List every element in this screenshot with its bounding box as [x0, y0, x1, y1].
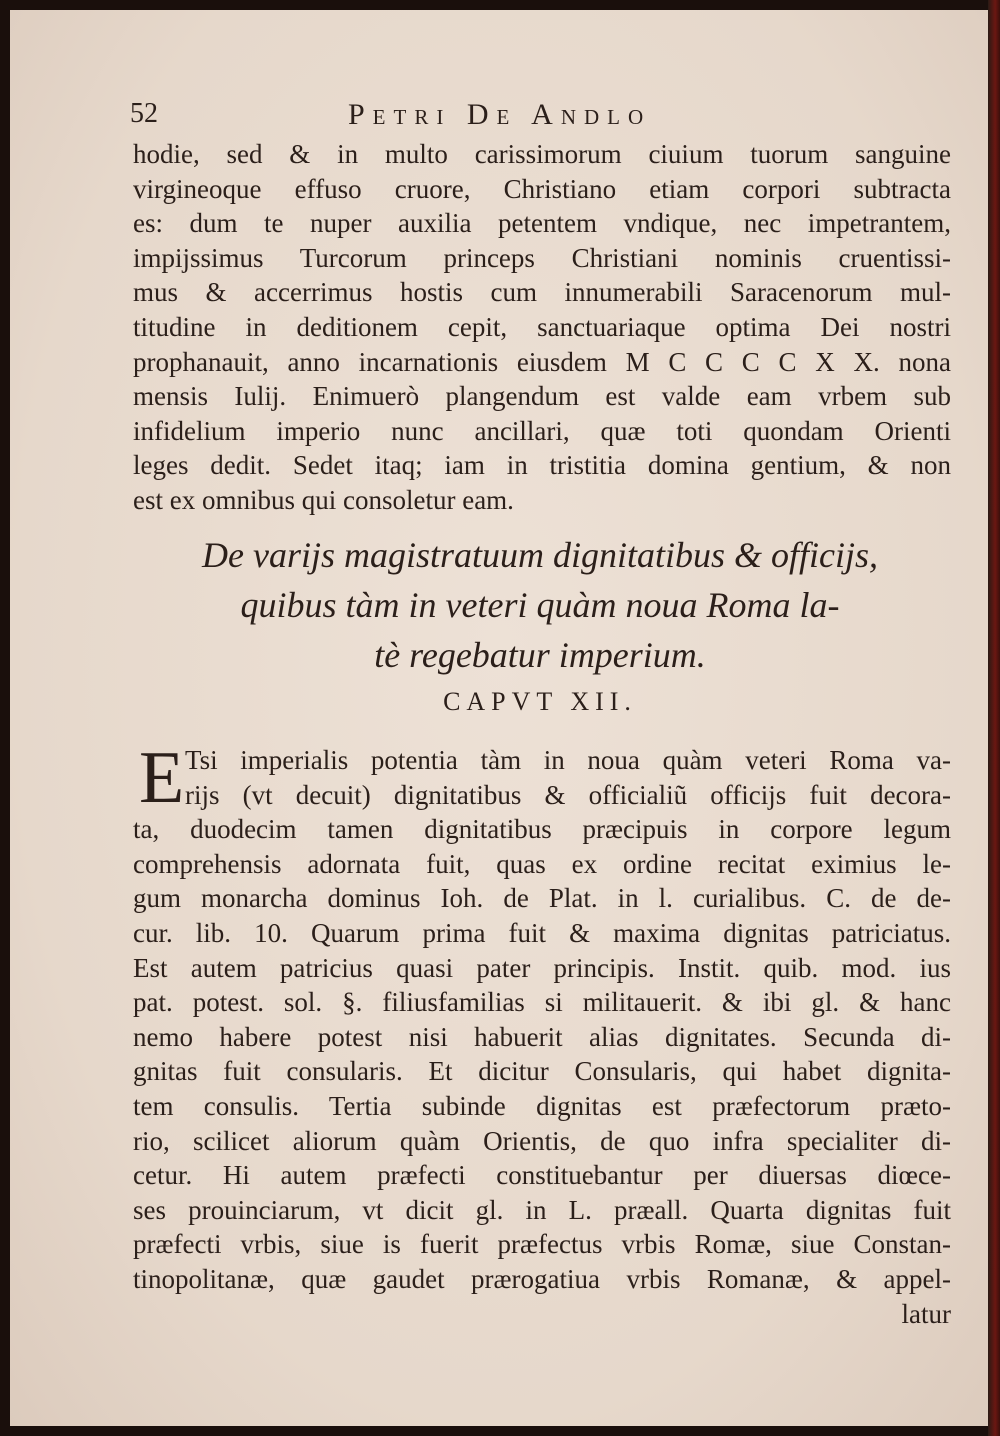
text-line: prophanauit, anno incarnationis eiusdem M C C C C X X. nona: [133, 346, 951, 377]
running-head: [130, 98, 730, 138]
catchword: latur: [901, 1298, 951, 1329]
text-line: mensis Iulij. Enimuerò plangendum est valde eam vrbem sub: [133, 381, 951, 412]
text-line: rio, scilicet aliorum quàm Orientis, de quo infra specialiter di-: [133, 1125, 951, 1156]
text-line: Tsi imperialis potentia tàm in noua quàm veteri Roma va-: [185, 745, 951, 775]
text-line: tem consulis. Tertia subinde dignitas est præfectorum præto-: [133, 1090, 951, 1121]
text-line: gnitas fuit consularis. Et dicitur Consularis, qui habet dignita-: [133, 1056, 951, 1087]
text-line: ses prouinciarum, vt dicit gl. in L. præall. Quarta dignitas fuit: [133, 1194, 951, 1225]
text-line: leges dedit. Sedet itaq; iam in tristitia domina gentium, & non: [133, 450, 951, 481]
heading-line: De varijs magistratuum dignitatibus & officijs,: [201, 535, 879, 575]
paragraph-1: [133, 137, 951, 518]
page-number: 52: [130, 98, 158, 129]
paragraph-2: [133, 737, 951, 1331]
book-page: [10, 10, 988, 1426]
text-line: comprehensis adornata fuit, quas ex ordine recitat eximius le-: [133, 848, 951, 879]
text-line: rijs (vt decuit) dignitatibus & officialiũ officijs fuit decora-: [185, 779, 951, 810]
heading-line: quibus tàm in veteri quàm noua Roma la-: [240, 585, 840, 625]
text-line: titudine in deditionem cepit, sanctuariaque optima Dei nostri: [133, 311, 951, 342]
text-line: gum monarcha dominus Ioh. de Plat. in l. curialibus. C. de de-: [133, 883, 951, 914]
text-line: ta, duodecim tamen dignitatibus præcipuis in corpore legum: [133, 814, 951, 845]
heading-line: tè regebatur imperium.: [374, 635, 706, 675]
chapter-heading: [130, 530, 950, 680]
text-line: pat. potest. sol. §. filiusfamilias si militauerit. & ibi gl. & hanc: [133, 987, 951, 1018]
text-line: cur. lib. 10. Quarum prima fuit & maxima dignitas patriciatus.: [133, 917, 951, 948]
text-line: præfecti vrbis, siue is fuerit præfectus vrbis Romæ, siue Constan-: [133, 1229, 951, 1260]
text-line: infidelium imperio nunc ancillari, quæ toti quondam Orienti: [133, 415, 951, 446]
text-line: nemo habere potest nisi habuerit alias dignitates. Secunda di-: [133, 1021, 951, 1052]
text-line: impijssimus Turcorum princeps Christiani nominis cruentissi-: [133, 242, 951, 273]
text-line: es: dum te nuper auxilia petentem vndique, nec impetrantem,: [133, 208, 951, 239]
page-edge: [988, 0, 1000, 1436]
text-line: cetur. Hi autem præfecti constituebantur per diuersas diœce-: [133, 1160, 951, 1191]
text-line: est ex omnibus qui consoletur eam.: [133, 484, 514, 515]
drop-cap: E: [139, 737, 185, 819]
running-title: Petri De Andlo: [348, 98, 652, 131]
text-line: Est autem patricius quasi pater principis. Instit. quib. mod. ius: [133, 952, 951, 983]
text-line: hodie, sed & in multo carissimorum ciuium tuorum sanguine: [133, 139, 951, 169]
chapter-label: CAPVT XII.: [443, 687, 637, 716]
text-line: virgineoque effuso cruore, Christiano etiam corpori subtracta: [133, 173, 951, 204]
text-line: mus & accerrimus hostis cum innumerabili Saracenorum mul-: [133, 277, 951, 308]
text-line: tinopolitanæ, quæ gaudet prærogatiua vrbis Romanæ, & appel-: [133, 1263, 951, 1294]
